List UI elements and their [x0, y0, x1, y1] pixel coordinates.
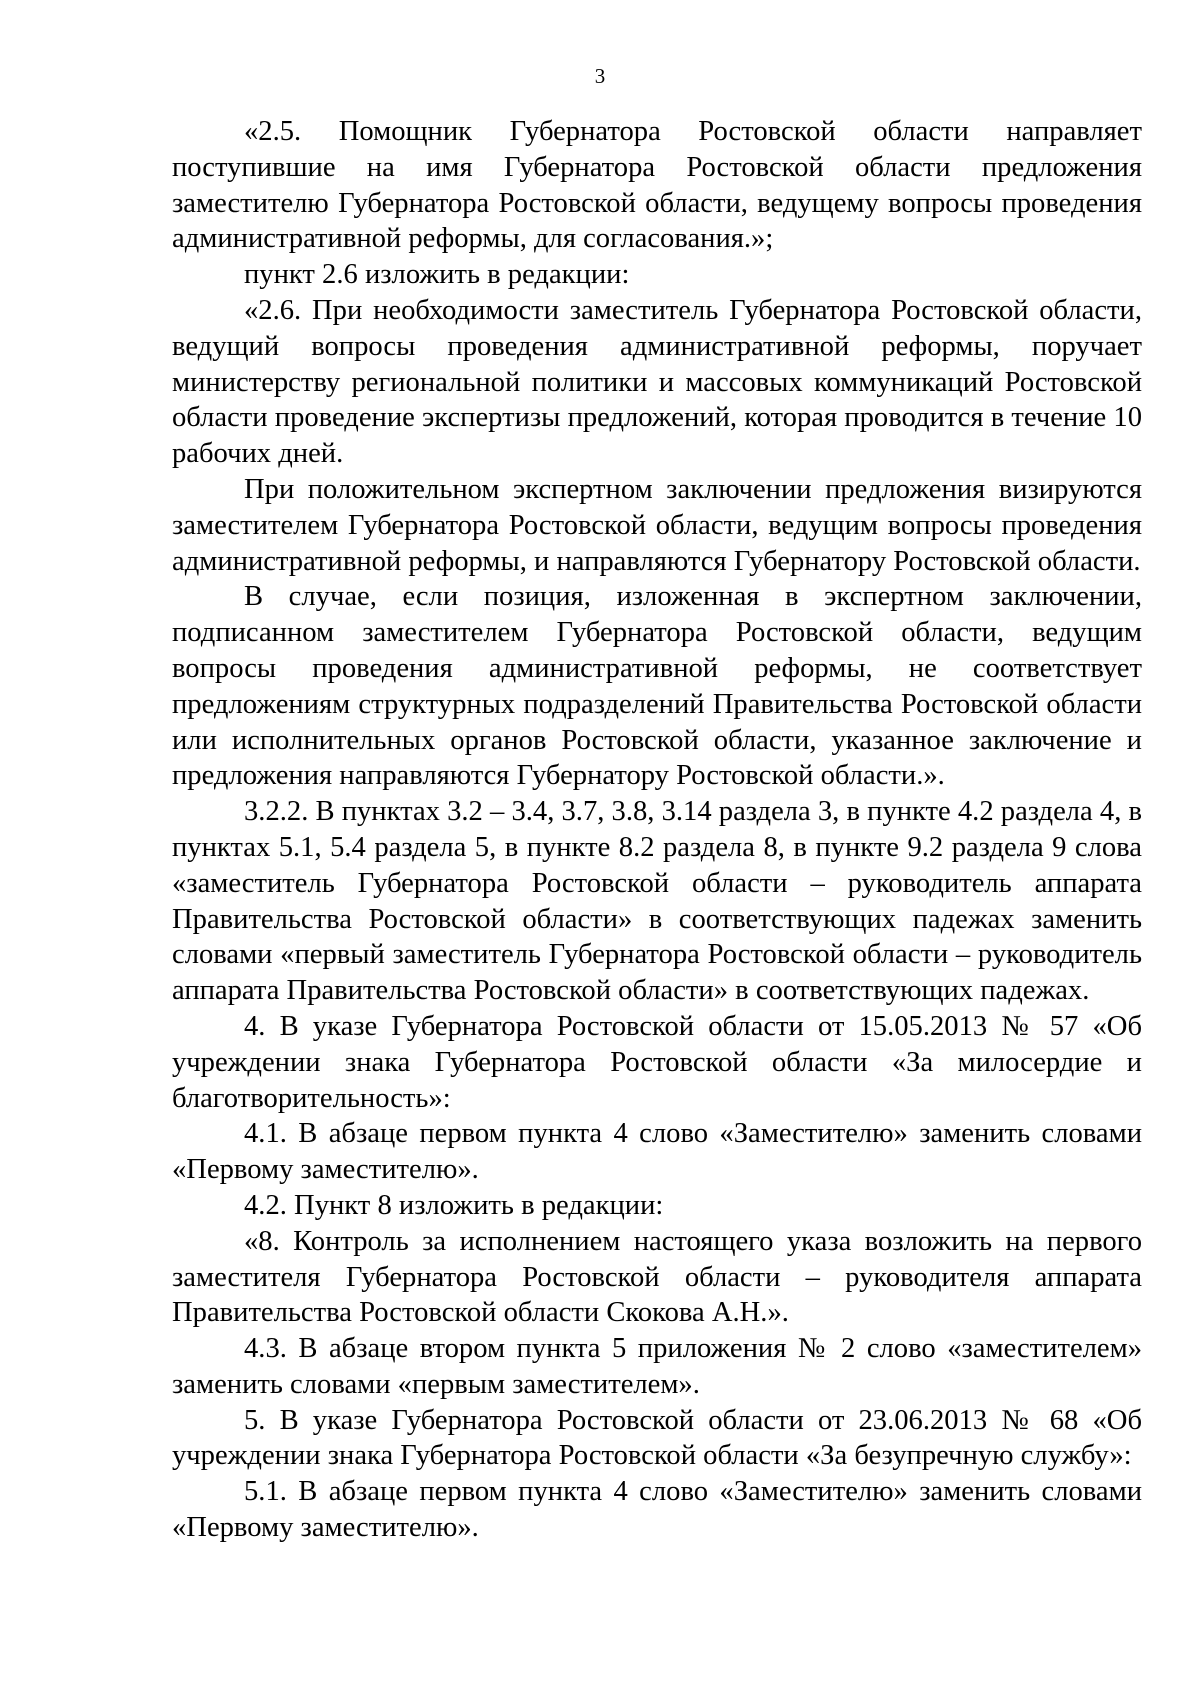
paragraph-5-1: 5.1. В абзаце первом пункта 4 слово «Заместителю» заменить словами «Первому заместителю».: [172, 1476, 1142, 1544]
paragraph-4-1: 4.1. В абзаце первом пункта 4 слово «Заместителю» заменить словами «Первому заместителю».: [172, 1118, 1142, 1186]
paragraph-mismatch-case: В случае, если позиция, изложенная в экспертном заключении, подписанном заместителем Губернатора Ростовской области, ведущим вопросы проведения административной реформы, не соответствует предложениям структурных подразделений Правительства Ростовской области или исполнительных органов Ростовской области, указанное заключение и предложения направляются Губернатору Ростовской области.».: [172, 581, 1142, 792]
paragraph-2-5: «2.5. Помощник Губернатора Ростовской области направляет поступившие на имя Губернатора Ростовской области предложения заместителю Губернатора Ростовской области, ведущему вопросы проведения административной реформы, для согласования.»;: [172, 116, 1142, 255]
document-body: [172, 114, 1142, 1546]
paragraph-5: 5. В указе Губернатора Ростовской области от 23.06.2013 № 68 «Об учреждении знака Губернатора Ростовской области «За безупречную службу»:: [172, 1404, 1142, 1472]
paragraph-4-2: 4.2. Пункт 8 изложить в редакции:: [244, 1189, 664, 1221]
paragraph-3-2-2: 3.2.2. В пунктах 3.2 – 3.4, 3.7, 3.8, 3.14 раздела 3, в пункте 4.2 раздела 4, в пунктах 5.1, 5.4 раздела 5, в пункте 8.2 раздела 8, в пункте 9.2 раздела 9 слова «заместитель Губернатора Ростовской области – руководитель аппарата Правительства Ростовской области» в соответствующих падежах заменить словами «первый заместитель Губернатора Ростовской области – руководитель аппарата Правительства Ростовской области» в соответствующих падежах.: [172, 796, 1142, 1007]
paragraph-2-6: «2.6. При необходимости заместитель Губернатора Ростовской области, ведущий вопросы проведения административной реформы, поручает министерству региональной политики и массовых коммуникаций Ростовской области проведение экспертизы предложений, которая проводится в течение 10 рабочих дней.: [172, 294, 1142, 470]
paragraph-4-3: 4.3. В абзаце втором пункта 5 приложения № 2 слово «заместителем» заменить словами «первым заместителем».: [172, 1333, 1142, 1400]
paragraph-positive-conclusion: При положительном экспертном заключении предложения визируются заместителем Губернатора Ростовской области, ведущим вопросы проведения административной реформы, и направляются Губернатору Ростовской области.: [172, 473, 1142, 577]
paragraph-8-control: «8. Контроль за исполнением настоящего указа возложить на первого заместителя Губернатора Ростовской области – руководителя аппарата Правительства Ростовской области Скокова А.Н.».: [172, 1225, 1142, 1329]
paragraph-4: 4. В указе Губернатора Ростовской области от 15.05.2013 № 57 «Об учреждении знака Губернатора Ростовской области «За милосердие и благотворительность»:: [172, 1010, 1142, 1114]
paragraph-item-2-6-intro: пункт 2.6 изложить в редакции:: [244, 259, 630, 291]
page-number: 3: [594, 64, 606, 88]
